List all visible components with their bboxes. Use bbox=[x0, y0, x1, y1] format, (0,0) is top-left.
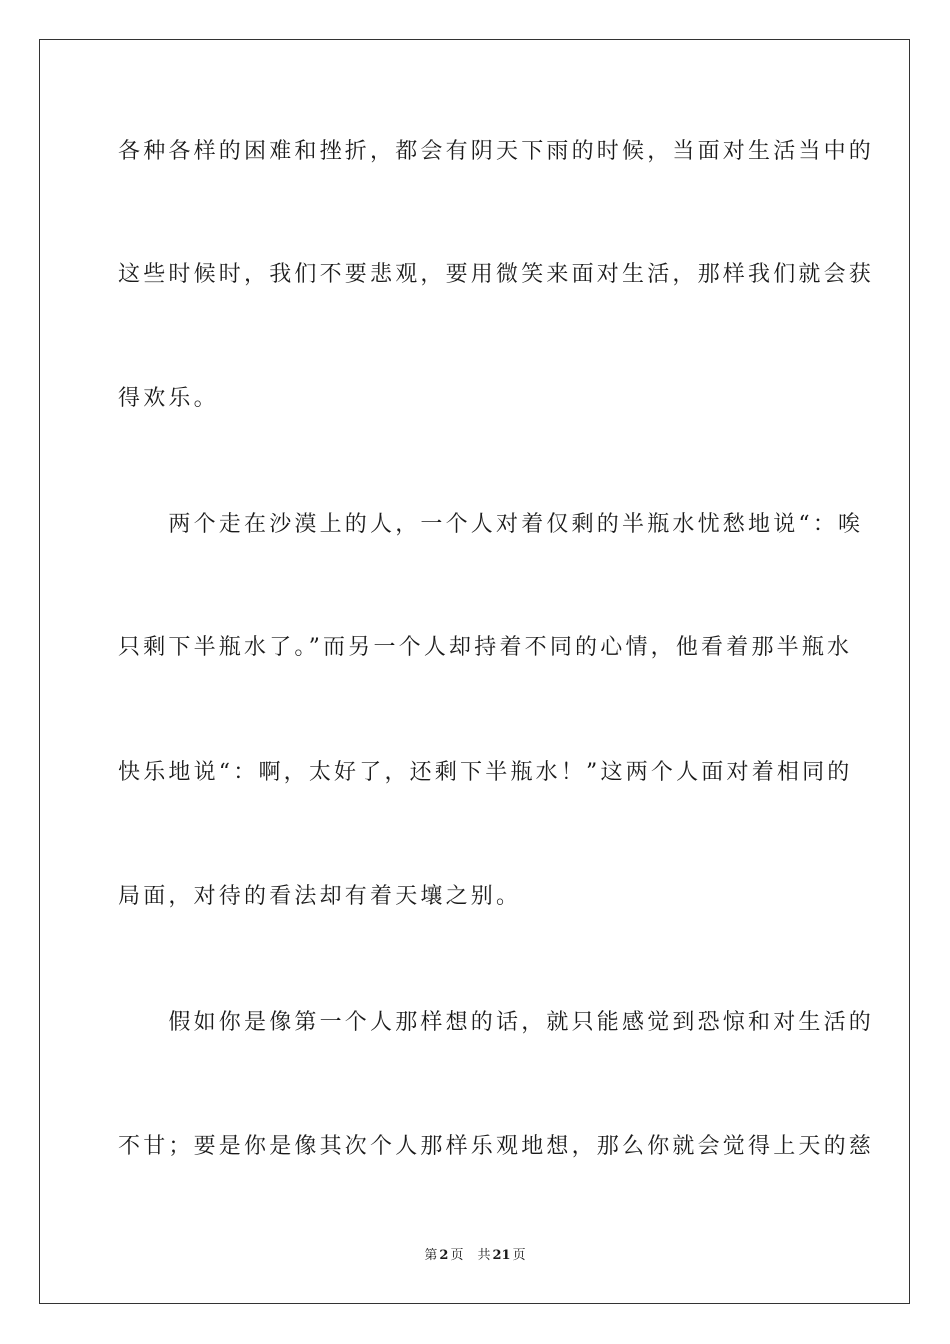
body-text-line: 不甘；要是你是像其次个人那样乐观地想，那么你就会觉得上天的慈 bbox=[118, 1134, 875, 1159]
total-pages: 21 bbox=[492, 1248, 511, 1263]
total-suffix: 页 bbox=[512, 1248, 526, 1263]
body-text-line: 局面，对待的看法却有着天壤之别。 bbox=[118, 884, 522, 909]
body-text-line: 各种各样的困难和挫折，都会有阴天下雨的时候，当面对生活当中的 bbox=[118, 139, 875, 164]
page-prefix: 第 bbox=[424, 1248, 438, 1263]
body-text-line: 快乐地说“：啊，太好了，还剩下半瓶水！”这两个人面对着相同的 bbox=[118, 760, 853, 785]
page-number: 2 bbox=[439, 1248, 449, 1263]
body-text-line: 两个走在沙漠上的人，一个人对着仅剩的半瓶水忧愁地说“：唉 bbox=[118, 512, 864, 537]
page-suffix: 页 bbox=[450, 1248, 464, 1263]
page-border bbox=[39, 39, 910, 1304]
body-text-line: 只剩下半瓶水了。”而另一个人却持着不同的心情，他看着那半瓶水 bbox=[118, 635, 853, 660]
body-text-line: 得欢乐。 bbox=[118, 386, 219, 411]
body-text-line: 这些时候时，我们不要悲观，要用微笑来面对生活，那样我们就会获 bbox=[118, 262, 875, 287]
body-text-line: 假如你是像第一个人那样想的话，就只能感觉到恐惊和对生活的 bbox=[118, 1010, 875, 1035]
total-prefix: 共 bbox=[477, 1248, 491, 1263]
page-footer bbox=[0, 1247, 950, 1265]
